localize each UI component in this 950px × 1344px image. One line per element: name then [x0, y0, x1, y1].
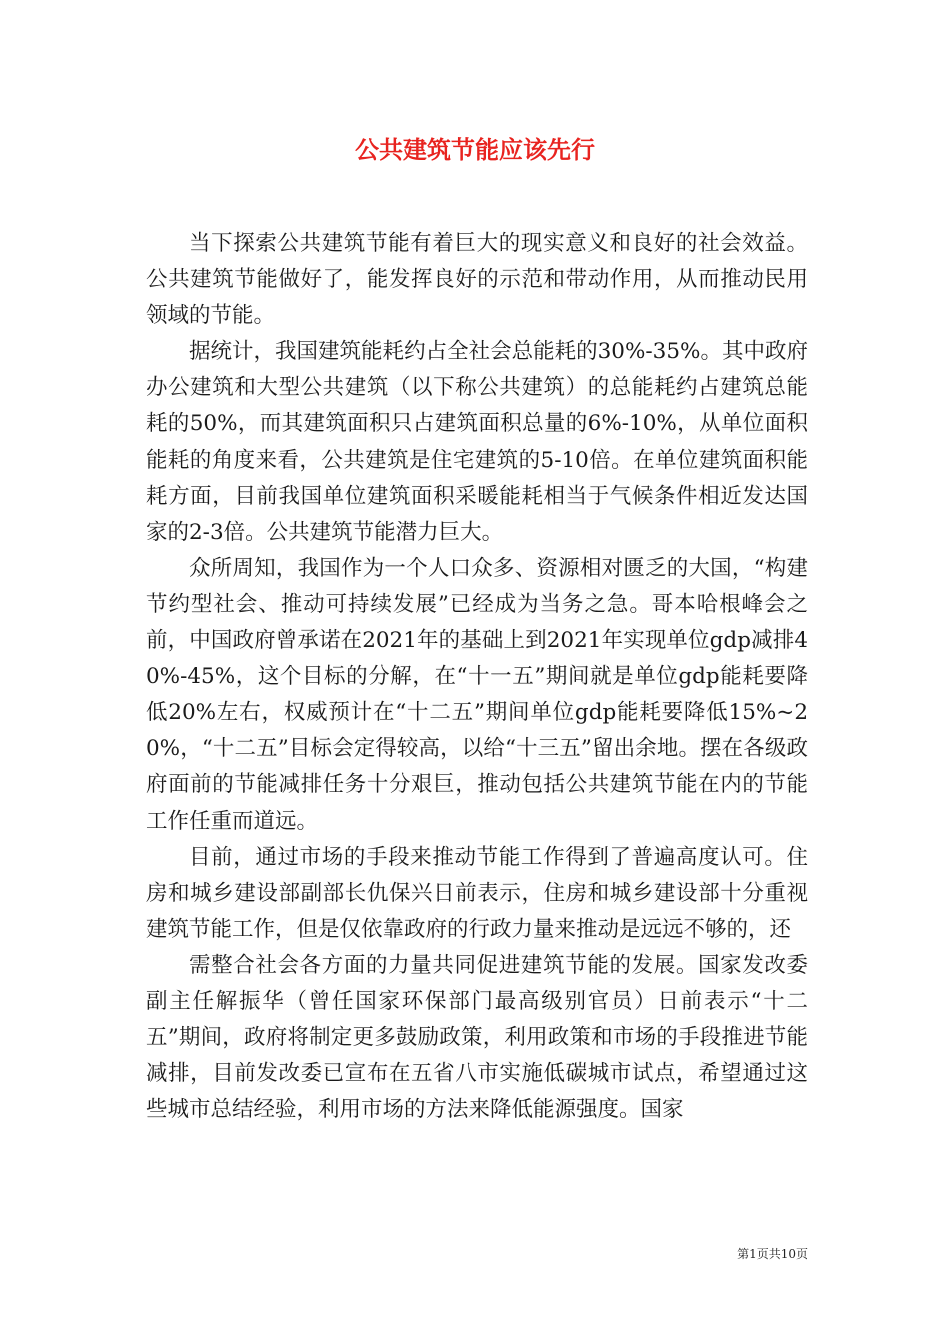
page-number-footer: 第1页共10页 — [737, 1247, 808, 1261]
paragraph-4: 目前，通过市场的手段来推动节能工作得到了普遍高度认可。住房和城乡建设部副部长仇保兴日前表示，住房和城乡建设部十分重视建筑节能工作，但是仅依靠政府的行政力量来推动是远远不够的，还 — [146, 844, 808, 942]
document-title: 公共建筑节能应该先行 — [355, 136, 595, 164]
paragraph-2: 据统计，我国建筑能耗约占全社会总能耗的30%-35%。其中政府办公建筑和大型公共建筑（以下称公共建筑）的总能耗约占建筑总能耗的50%，而其建筑面积只占建筑面积总量的6%-10%，从单位面积能耗的角度来看，公共建筑是住宅建筑的5-10倍。在单位建筑面积能耗方面，目前我国单位建筑面积采暖能耗相当于气候条件相近发达国家的2-3倍。公共建筑节能潜力巨大。 — [146, 339, 808, 545]
paragraph-5: 需整合社会各方面的力量共同促进建筑节能的发展。国家发改委副主任解振华（曾任国家环保部门最高级别官员）日前表示“十二五”期间，政府将制定更多鼓励政策，利用政策和市场的手段推进节能减排，目前发改委已宣布在五省八市实施低碳城市试点，希望通过这些城市总结经验，利用市场的方法来降低能源强度。国家 — [146, 952, 808, 1123]
paragraph-1: 当下探索公共建筑节能有着巨大的现实意义和良好的社会效益。公共建筑节能做好了，能发挥良好的示范和带动作用，从而推动民用领域的节能。 — [146, 231, 808, 329]
paragraph-3: 众所周知，我国作为一个人口众多、资源相对匮乏的大国，“构建节约型社会、推动可持续发展”已经成为当务之急。哥本哈根峰会之前，中国政府曾承诺在2021年的基础上到2021年实现单位gdp减排40%-45%，这个目标的分解，在“十一五”期间就是单位gdp能耗要降低20%左右，权威预计在“十二五”期间单位gdp能耗要降低15%~20%，“十二五”目标会定得较高，以给“十三五”留出余地。摆在各级政府面前的节能减排任务十分艰巨，推动包括公共建筑节能在内的节能工作任重而道远。 — [146, 555, 808, 834]
document-body — [146, 226, 808, 1128]
